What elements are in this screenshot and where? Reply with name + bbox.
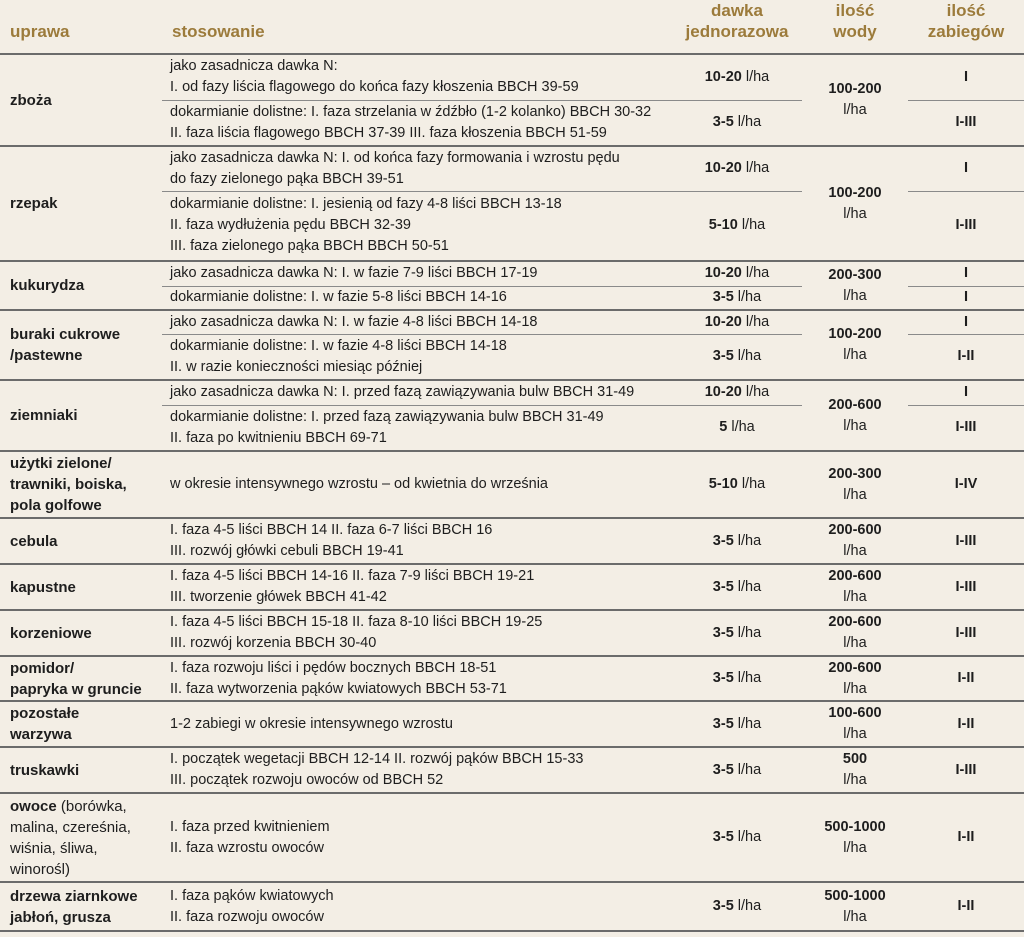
crop-line: jabłoń, grusza bbox=[10, 908, 111, 926]
treatment-count bbox=[908, 191, 1024, 261]
dose-unit: l/ha bbox=[741, 384, 770, 401]
water-unit: l/ha bbox=[843, 205, 867, 222]
crop-line: winorośl) bbox=[10, 860, 71, 878]
water-value bbox=[802, 656, 908, 701]
crop-name bbox=[0, 656, 162, 701]
dose-value bbox=[672, 261, 802, 286]
treatment-count bbox=[908, 656, 1024, 701]
dose-unit: l/ha bbox=[733, 624, 762, 641]
treatment-count-value: I-II bbox=[957, 898, 975, 914]
app-line: do fazy zielonego pąka BBCH 39-51 bbox=[170, 170, 404, 187]
app-line: III. rozwój główki cebuli BBCH 19-41 bbox=[170, 543, 404, 559]
dose-number: 10-20 bbox=[704, 384, 742, 401]
water-number: 100-600 bbox=[828, 705, 882, 721]
dose-value bbox=[672, 518, 802, 564]
dose-unit: l/ha bbox=[741, 313, 770, 330]
dose-number: 3-5 bbox=[712, 715, 734, 732]
table-row bbox=[0, 518, 1024, 564]
water-number: 200-600 bbox=[828, 568, 882, 584]
water-number: 100-200 bbox=[828, 326, 882, 342]
application-text: jako zasadnicza dawka N: I. przed fazą zawiązywania bulw BBCH 31-49 bbox=[162, 380, 672, 405]
header-water-l2: wody bbox=[833, 22, 877, 41]
crop-name: kapustne bbox=[0, 564, 162, 610]
table-row bbox=[0, 701, 1024, 747]
header-count-l2: zabiegów bbox=[927, 22, 1005, 41]
treatment-count-value: I-II bbox=[957, 715, 975, 732]
water-unit: l/ha bbox=[843, 417, 867, 434]
treatment-count-value: I bbox=[963, 313, 969, 330]
app-line: I. faza 4-5 liści BBCH 14 II. faza 6-7 liści BBCH 16 bbox=[170, 522, 493, 538]
dose-number: 3-5 bbox=[712, 829, 734, 845]
crop-line: pozostałe bbox=[10, 705, 80, 722]
dose-unit: l/ha bbox=[733, 898, 762, 914]
application-text bbox=[162, 54, 672, 100]
table-row bbox=[0, 310, 1024, 334]
treatment-count bbox=[908, 610, 1024, 656]
crop-name: zboża bbox=[0, 54, 162, 146]
water-unit: l/ha bbox=[843, 726, 867, 742]
dose-value bbox=[672, 882, 802, 931]
application-text bbox=[162, 518, 672, 564]
dose-number: 3-5 bbox=[712, 898, 734, 914]
water-value bbox=[802, 564, 908, 610]
table-row bbox=[0, 747, 1024, 793]
application-text bbox=[162, 405, 672, 451]
crop-name: rzepak bbox=[0, 146, 162, 261]
header-row bbox=[0, 0, 1024, 54]
water-number: 500-1000 bbox=[824, 818, 886, 835]
crop-line: /pastewne bbox=[10, 347, 83, 364]
application-text bbox=[162, 882, 672, 931]
app-line: jako zasadnicza dawka N: bbox=[170, 58, 338, 75]
treatment-count bbox=[908, 334, 1024, 380]
treatment-count bbox=[908, 701, 1024, 747]
crop-name: ziemniaki bbox=[0, 380, 162, 451]
dose-unit: l/ha bbox=[733, 289, 762, 306]
water-number: 100-200 bbox=[828, 81, 882, 97]
treatment-count bbox=[908, 100, 1024, 146]
app-line: II. w razie konieczności miesiąc później bbox=[170, 358, 423, 375]
dose-number: 10-20 bbox=[704, 160, 742, 177]
dose-value bbox=[672, 310, 802, 334]
water-value bbox=[802, 261, 908, 310]
crop-line: owoce bbox=[10, 797, 57, 815]
dose-value bbox=[672, 656, 802, 701]
table-row bbox=[0, 656, 1024, 701]
header-application bbox=[162, 0, 672, 54]
application-text: jako zasadnicza dawka N: I. w fazie 7-9 liści BBCH 17-19 bbox=[162, 261, 672, 286]
treatment-count bbox=[908, 286, 1024, 310]
app-line: II. faza wzrostu owoców bbox=[170, 839, 324, 856]
treatment-count bbox=[908, 261, 1024, 286]
table-row bbox=[0, 610, 1024, 656]
app-line: I. faza przed kwitnieniem bbox=[170, 818, 330, 835]
water-value bbox=[802, 610, 908, 656]
application-text: w okresie intensywnego wzrostu – od kwietnia do września bbox=[162, 451, 672, 518]
table-row bbox=[0, 261, 1024, 286]
water-unit: l/ha bbox=[843, 102, 867, 118]
dose-unit: l/ha bbox=[733, 532, 762, 549]
water-value bbox=[802, 310, 908, 380]
table-row bbox=[0, 451, 1024, 518]
water-value bbox=[802, 747, 908, 793]
treatment-count-value: I-II bbox=[957, 670, 975, 686]
crop-name: truskawki bbox=[0, 747, 162, 793]
treatment-count-value: I-III bbox=[955, 624, 977, 641]
treatment-count-value: I-III bbox=[955, 114, 977, 131]
app-line: dokarmianie dolistne: I. jesienią od fazy 4-8 liści BBCH 13-18 bbox=[170, 196, 562, 213]
treatment-count bbox=[908, 146, 1024, 191]
application-text: jako zasadnicza dawka N: I. w fazie 4-8 liści BBCH 14-18 bbox=[162, 310, 672, 334]
dose-unit: l/ha bbox=[733, 761, 762, 778]
treatment-count-value: I-II bbox=[957, 829, 975, 845]
water-number: 200-300 bbox=[828, 465, 882, 482]
water-number: 200-300 bbox=[828, 266, 882, 283]
treatment-count bbox=[908, 793, 1024, 882]
dose-value bbox=[672, 380, 802, 405]
header-dose-l2: jednorazowa bbox=[685, 22, 789, 41]
dose-unit: l/ha bbox=[737, 476, 766, 492]
header-crop: uprawa bbox=[10, 22, 70, 41]
dose-unit: l/ha bbox=[741, 160, 770, 177]
app-line: II. faza wydłużenia pędu BBCH 32-39 bbox=[170, 217, 411, 234]
water-unit: l/ha bbox=[843, 908, 867, 925]
dose-value bbox=[672, 100, 802, 146]
app-line: dokarmianie dolistne: I. faza strzelania w źdźbło (1-2 kolanko) BBCH 30-32 bbox=[170, 103, 652, 120]
app-line: dokarmianie dolistne: I. w fazie 4-8 liści BBCH 14-18 bbox=[170, 337, 507, 354]
water-unit: l/ha bbox=[843, 680, 867, 697]
treatment-count-value: I-III bbox=[955, 217, 977, 234]
crop-line: pomidor/ bbox=[10, 659, 75, 677]
app-line: II. faza wytworzenia pąków kwiatowych BBCH 53-71 bbox=[170, 680, 507, 697]
crop-name: korzeniowe bbox=[0, 610, 162, 656]
app-line: II. faza po kwitnieniu BBCH 69-71 bbox=[170, 429, 387, 446]
header-application-text: stosowanie bbox=[172, 22, 265, 41]
water-value bbox=[802, 701, 908, 747]
app-line: III. tworzenie główek BBCH 41-42 bbox=[170, 589, 387, 605]
dose-number: 3-5 bbox=[712, 624, 734, 641]
treatment-count bbox=[908, 310, 1024, 334]
treatment-count-value: I-III bbox=[955, 578, 977, 595]
application-text bbox=[162, 334, 672, 380]
dose-value bbox=[672, 793, 802, 882]
dose-value bbox=[672, 747, 802, 793]
dose-value bbox=[672, 701, 802, 747]
dose-unit: l/ha bbox=[733, 348, 762, 365]
dose-value bbox=[672, 334, 802, 380]
app-line: I. faza 4-5 liści BBCH 14-16 II. faza 7-9 liści BBCH 19-21 bbox=[170, 568, 535, 584]
header-count-l1: ilość bbox=[946, 1, 986, 20]
water-number: 200-600 bbox=[828, 522, 882, 538]
table-row bbox=[0, 564, 1024, 610]
crop-line: papryka w gruncie bbox=[10, 680, 142, 698]
dose-value bbox=[672, 146, 802, 191]
dose-unit: l/ha bbox=[741, 265, 770, 282]
application-text bbox=[162, 191, 672, 261]
dose-number: 5-10 bbox=[708, 217, 738, 234]
treatment-count-value: I-III bbox=[955, 532, 977, 549]
crop-line: użytki zielone/ bbox=[10, 455, 112, 472]
water-unit: l/ha bbox=[843, 635, 867, 651]
treatment-count-value: I bbox=[963, 68, 969, 85]
treatment-count-value: I-III bbox=[955, 761, 977, 778]
water-number: 100-200 bbox=[828, 184, 882, 201]
dose-unit: l/ha bbox=[727, 419, 755, 436]
dose-unit: l/ha bbox=[741, 68, 770, 85]
app-line: III. początek rozwoju owoców od BBCH 52 bbox=[170, 772, 444, 788]
dose-unit: l/ha bbox=[733, 114, 762, 131]
treatment-count bbox=[908, 451, 1024, 518]
application-text bbox=[162, 100, 672, 146]
dose-number: 5 bbox=[719, 419, 728, 436]
water-unit: l/ha bbox=[843, 543, 867, 559]
crop-name: kukurydza bbox=[0, 261, 162, 310]
crop-line: malina, czereśnia, bbox=[10, 818, 131, 836]
table-row bbox=[0, 54, 1024, 100]
dose-value bbox=[672, 405, 802, 451]
header-water-l1: ilość bbox=[835, 1, 875, 20]
dose-number: 3-5 bbox=[712, 532, 734, 549]
treatment-count bbox=[908, 882, 1024, 931]
app-line: III. rozwój korzenia BBCH 30-40 bbox=[170, 635, 377, 651]
water-unit: l/ha bbox=[843, 589, 867, 605]
crop-line: wiśnia, śliwa, bbox=[10, 839, 98, 857]
application-text bbox=[162, 793, 672, 882]
water-number: 200-600 bbox=[828, 659, 882, 676]
crop-name bbox=[0, 793, 162, 882]
water-value bbox=[802, 54, 908, 146]
dose-unit: l/ha bbox=[733, 829, 762, 845]
dose-number: 10-20 bbox=[704, 265, 742, 282]
dose-value bbox=[672, 54, 802, 100]
crop-line: trawniki, boiska, bbox=[10, 476, 127, 493]
dose-value bbox=[672, 451, 802, 518]
water-value bbox=[802, 451, 908, 518]
app-line: jako zasadnicza dawka N: I. od końca fazy formowania i wzrostu pędu bbox=[170, 149, 620, 166]
treatment-count bbox=[908, 747, 1024, 793]
crop-name bbox=[0, 451, 162, 518]
table-row bbox=[0, 793, 1024, 882]
header-dose bbox=[672, 0, 802, 54]
application-text: 1-2 zabiegi w okresie intensywnego wzrostu bbox=[162, 701, 672, 747]
treatment-count bbox=[908, 518, 1024, 564]
water-number: 200-600 bbox=[828, 396, 882, 413]
dose-unit: l/ha bbox=[733, 670, 762, 686]
application-text bbox=[162, 747, 672, 793]
dose-number: 5-10 bbox=[708, 476, 738, 492]
treatment-count-value: I-IV bbox=[954, 476, 978, 492]
application-text bbox=[162, 656, 672, 701]
treatment-count bbox=[908, 54, 1024, 100]
app-line: I. faza pąków kwiatowych bbox=[170, 887, 334, 904]
water-value bbox=[802, 380, 908, 451]
crop-name bbox=[0, 310, 162, 380]
crop-line: drzewa ziarnkowe bbox=[10, 887, 138, 905]
water-unit: l/ha bbox=[843, 287, 867, 304]
dose-number: 3-5 bbox=[712, 114, 734, 131]
treatment-count-value: I bbox=[963, 384, 969, 401]
application-text: dokarmianie dolistne: I. w fazie 5-8 liści BBCH 14-16 bbox=[162, 286, 672, 310]
application-text bbox=[162, 564, 672, 610]
dose-unit: l/ha bbox=[737, 217, 766, 234]
crop-line: warzywa bbox=[10, 726, 72, 743]
app-line: dokarmianie dolistne: I. przed fazą zawiązywania bulw BBCH 31-49 bbox=[170, 408, 604, 425]
dose-value bbox=[672, 610, 802, 656]
treatment-count bbox=[908, 405, 1024, 451]
header-dose-l1: dawka bbox=[711, 1, 763, 20]
water-number: 200-600 bbox=[828, 614, 882, 630]
table-row bbox=[0, 380, 1024, 405]
water-unit: l/ha bbox=[843, 772, 867, 788]
water-unit: l/ha bbox=[843, 347, 867, 363]
treatment-count-value: I bbox=[963, 160, 969, 177]
water-value bbox=[802, 518, 908, 564]
crop-line: (borówka, bbox=[56, 797, 127, 815]
application-text bbox=[162, 610, 672, 656]
dose-value bbox=[672, 564, 802, 610]
app-line: I. od fazy liścia flagowego do końca fazy kłoszenia BBCH 39-59 bbox=[170, 79, 579, 96]
header-water bbox=[802, 0, 908, 54]
dose-number: 3-5 bbox=[712, 670, 734, 686]
treatment-count-value: I-II bbox=[957, 348, 975, 365]
crop-name bbox=[0, 882, 162, 931]
water-unit: l/ha bbox=[843, 839, 867, 856]
app-line: I. faza rozwoju liści i pędów bocznych BBCH 18-51 bbox=[170, 659, 497, 676]
water-value bbox=[802, 793, 908, 882]
app-line: II. faza liścia flagowego BBCH 37-39 III. faza kłoszenia BBCH 51-59 bbox=[170, 124, 607, 141]
water-value bbox=[802, 882, 908, 931]
crop-line: buraki cukrowe bbox=[10, 326, 121, 343]
crop-name bbox=[0, 701, 162, 747]
app-line: III. faza zielonego pąka BBCH BBCH 50-51 bbox=[170, 238, 449, 255]
crop-name: cebula bbox=[0, 518, 162, 564]
dose-number: 10-20 bbox=[704, 68, 742, 85]
water-number: 500 bbox=[842, 751, 868, 767]
application-text bbox=[162, 146, 672, 191]
treatment-count bbox=[908, 564, 1024, 610]
treatment-count-value: I-III bbox=[955, 419, 977, 436]
dose-value bbox=[672, 191, 802, 261]
water-value bbox=[802, 146, 908, 261]
treatment-count-value: I bbox=[963, 289, 969, 306]
dose-number: 3-5 bbox=[712, 348, 734, 365]
water-unit: l/ha bbox=[843, 486, 867, 503]
dose-unit: l/ha bbox=[733, 578, 762, 595]
table-row bbox=[0, 882, 1024, 931]
dose-number: 3-5 bbox=[712, 578, 734, 595]
treatment-count bbox=[908, 380, 1024, 405]
dose-number: 3-5 bbox=[712, 761, 734, 778]
dose-number: 10-20 bbox=[704, 313, 742, 330]
dose-unit: l/ha bbox=[733, 715, 762, 732]
dose-number: 3-5 bbox=[712, 289, 734, 306]
header-count bbox=[908, 0, 1024, 54]
table-row bbox=[0, 146, 1024, 191]
crop-line: pola golfowe bbox=[10, 497, 102, 514]
app-line: I. początek wegetacji BBCH 12-14 II. rozwój pąków BBCH 15-33 bbox=[170, 751, 584, 767]
treatment-count-value: I bbox=[963, 265, 969, 282]
dose-value bbox=[672, 286, 802, 310]
app-line: II. faza rozwoju owoców bbox=[170, 908, 324, 925]
water-number: 500-1000 bbox=[824, 887, 886, 904]
app-line: I. faza 4-5 liści BBCH 15-18 II. faza 8-10 liści BBCH 19-25 bbox=[170, 614, 543, 630]
